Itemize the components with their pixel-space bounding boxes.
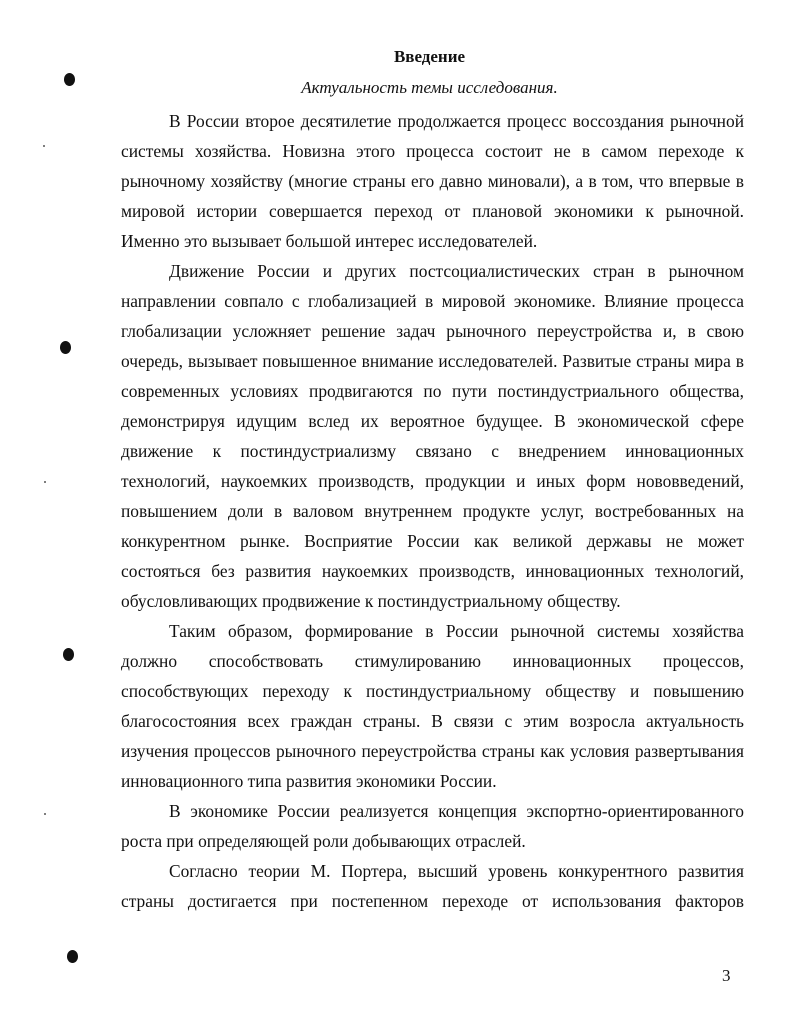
paragraph: Движение России и других постсоциалистических стран в рыночном направлении совпало с глобализацией в мировой экономике. Влияние процесса глобализации усложняет решение задач рыночного переустройства и, в свою очередь, вызывает повышенное внимание исследователей. Развитые страны мира в современных условиях продвигаются по пути постиндустриального общества, демонстрируя идущим вслед их вероятное будущее. В экономической сфере движение к постиндустриализму связано с внедрением инновационных технологий, наукоемких производств, продукции и иных форм нововведений, повышением доли в валовом внутреннем продукте услуг, востребованных на конкурентном рынке. Восприятие России как великой державы не может состояться без развития наукоемких производств, инновационных технологий, обусловливающих продвижение к постиндустриальному обществу. <box>121 261 744 611</box>
paragraph: Таким образом, формирование в России рыночной системы хозяйства должно способствовать стимулированию инновационных процессов, способствующих переходу к постиндустриальному обществу и повышению благосостояния всех граждан страны. В связи с этим возросла актуальность изучения процессов рыночного переустройства страны как условия развертывания инновационного типа развития экономики России. <box>121 621 744 791</box>
paragraph: В России второе десятилетие продолжается процесс воссоздания рыночной системы хозяйства. Новизна этого процесса состоит не в самом переходе к рыночному хозяйству (многие страны его давно миновали), а в том, что впервые в мировой истории совершается переход от плановой экономики к рыночной. Именно это вызывает большой интерес исследователей. <box>121 111 744 251</box>
section-subtitle: Актуальность темы исследования. <box>301 78 558 97</box>
paragraph: Согласно теории М. Портера, высший уровень конкурентного развития страны достигается при постепенном переходе от использования факторов <box>121 861 744 911</box>
paragraph: В экономике России реализуется концепция экспортно-ориентированного роста при определяющей роли добывающих отраслей. <box>121 801 744 851</box>
punch-hole-mark <box>63 648 74 661</box>
page-number: 3 <box>722 966 731 985</box>
body-text <box>121 106 744 916</box>
scan-speck <box>43 145 45 147</box>
punch-hole-mark <box>60 341 71 354</box>
scan-speck <box>44 481 46 483</box>
page-title: Введение <box>393 47 466 66</box>
punch-hole-mark <box>67 950 78 963</box>
scan-speck <box>44 813 46 815</box>
